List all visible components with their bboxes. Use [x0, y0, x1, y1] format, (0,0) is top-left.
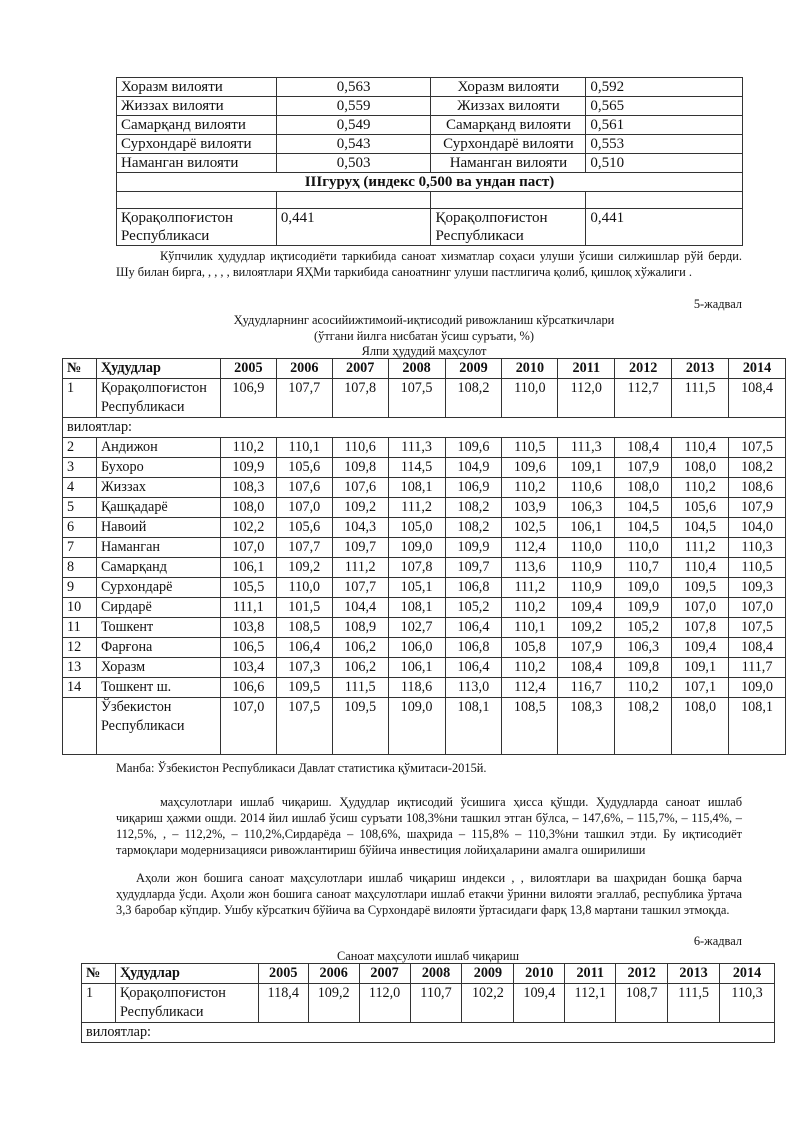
column-header: 2013 — [672, 359, 729, 379]
row-number: 12 — [63, 638, 97, 658]
value-cell: 107,3 — [276, 658, 332, 678]
value-cell: 107,8 — [332, 379, 388, 418]
value-cell: 110,3 — [720, 984, 775, 1023]
value-cell: 104,0 — [729, 518, 786, 538]
region-name: Ўзбекистон Республикаси — [96, 698, 220, 755]
subheader-label: вилоятлар: — [63, 418, 786, 438]
value-cell: 110,2 — [615, 678, 672, 698]
value-cell: 106,5 — [220, 638, 276, 658]
value-cell: 111,2 — [332, 558, 388, 578]
value-cell: 108,1 — [445, 698, 502, 755]
paragraph-3: Аҳоли жон бошига саноат маҳсулотлари ишлаб чиқариш индекси , , вилоятлари ва шаҳридан бошқа барча ҳудудларда ўсди. Аҳоли жон бошига саноат маҳсулотлари ишлаб етакчи ўринни вилояти эгаллаб, республика ўртача 3,3 баробар кўпдир. Ушбу кўрсаткич бўйича ва Сурхондарё вилояти ўртасидаги фарқ 13,8 мартани ташкил этмоқда. — [116, 871, 742, 917]
region-name: Наманган вилояти — [117, 154, 277, 173]
subheader-row — [63, 418, 786, 438]
region-name: Самарқанд вилояти — [431, 116, 586, 135]
value-cell: 107,1 — [672, 678, 729, 698]
industry-table-body — [82, 984, 775, 1043]
value-cell: 105,0 — [388, 518, 445, 538]
table-row — [63, 478, 786, 498]
value-cell: 101,5 — [276, 598, 332, 618]
value-cell: 107,9 — [729, 498, 786, 518]
table-row — [63, 658, 786, 678]
paragraph-1: Кўпчилик ҳудудлар иқтисодиёти таркибида саноат хизматлар соҳаси улуши ўсиши силжишлар рўй берди. Шу билан бирга, , , , , вилоятлари ЯҲМи таркибида саноатнинг улуши пастлигича қолиб, қишлоқ хўжалиги . — [116, 249, 742, 279]
value-cell: 111,1 — [220, 598, 276, 618]
row-number: 1 — [63, 379, 97, 418]
region-name: Сирдарё — [96, 598, 220, 618]
table-row — [63, 578, 786, 598]
value-cell: 110,6 — [332, 438, 388, 458]
value-cell: 111,3 — [388, 438, 445, 458]
column-header: 2007 — [359, 964, 410, 984]
value-cell: 108,1 — [388, 598, 445, 618]
value-cell: 110,2 — [672, 478, 729, 498]
value-cell: 108,4 — [615, 438, 672, 458]
value-cell: 106,3 — [615, 638, 672, 658]
index-table-body — [117, 78, 743, 246]
value-cell: 102,5 — [502, 518, 558, 538]
row-number: 1 — [82, 984, 116, 1023]
table-row — [117, 78, 743, 97]
table5-caption: 5-жадвал — [693, 297, 742, 311]
empty-row — [117, 192, 743, 209]
value-cell: 111,5 — [332, 678, 388, 698]
column-header: № — [63, 359, 97, 379]
column-header: 2014 — [729, 359, 786, 379]
value-cell: 104,3 — [332, 518, 388, 538]
table-row — [63, 618, 786, 638]
value-cell: 110,5 — [502, 438, 558, 458]
value-cell: 104,5 — [672, 518, 729, 538]
value-cell: 111,5 — [672, 379, 729, 418]
value-cell: 111,2 — [672, 538, 729, 558]
value-cell: 109,7 — [332, 538, 388, 558]
value-cell: 106,6 — [220, 678, 276, 698]
value-cell: 103,9 — [502, 498, 558, 518]
growth-table — [62, 358, 786, 755]
value-cell: 109,8 — [332, 458, 388, 478]
value-cell: 109,1 — [558, 458, 615, 478]
value-cell: 104,5 — [615, 498, 672, 518]
value-cell: 106,1 — [220, 558, 276, 578]
paragraph-2: маҳсулотлари ишлаб чиқариш. Ҳудудлар иқтисодий ўсишига ҳисса қўшди. Ҳудудларда саноат ишлаб чиқариш ҳажми ошди. 2014 йил ишлаб ўсиш суръати 108,3%ни ташкил этган бўлса, – 147,6%, – 115,7%, – 115,4%, – 112,5%, , – 112,2%, – 110,2%,Сирдарёда – 108,6%, шаҳрида – 115,8% – 110,3%ни ташкил этди. Бу иқтисодиёт тармоқлари модернизацияси ривожлантириш бўйича инвестиция лойиҳаларини амалга оширилиши — [116, 795, 742, 857]
value-cell: 110,2 — [502, 478, 558, 498]
value-cell: 107,6 — [332, 478, 388, 498]
table-row — [63, 638, 786, 658]
value-cell: 106,1 — [388, 658, 445, 678]
value-cell: 106,8 — [445, 638, 502, 658]
index-value: 0,549 — [276, 116, 431, 135]
value-cell: 109,9 — [445, 538, 502, 558]
region-name: Бухоро — [96, 458, 220, 478]
row-number: 5 — [63, 498, 97, 518]
value-cell: 106,8 — [445, 578, 502, 598]
value-cell: 109,3 — [729, 578, 786, 598]
value-cell: 109,1 — [672, 658, 729, 678]
column-header: № — [82, 964, 116, 984]
value-cell: 109,7 — [445, 558, 502, 578]
table-row — [63, 538, 786, 558]
value-cell: 108,6 — [729, 478, 786, 498]
value-cell: 107,8 — [388, 558, 445, 578]
region-name: Жиззах вилояти — [431, 97, 586, 116]
value-cell: 107,9 — [558, 638, 615, 658]
value-cell: 109,4 — [558, 598, 615, 618]
empty-cell — [586, 192, 743, 209]
column-header: 2006 — [308, 964, 359, 984]
row-number: 10 — [63, 598, 97, 618]
value-cell: 112,1 — [565, 984, 616, 1023]
column-header: 2009 — [462, 964, 514, 984]
value-cell: 114,5 — [388, 458, 445, 478]
value-cell: 113,6 — [502, 558, 558, 578]
value-cell: 106,4 — [276, 638, 332, 658]
table-row — [117, 209, 743, 246]
value-cell: 107,0 — [220, 698, 276, 755]
region-name: Самарқанд — [96, 558, 220, 578]
value-cell: 108,1 — [388, 478, 445, 498]
value-cell: 116,7 — [558, 678, 615, 698]
value-cell: 110,5 — [729, 558, 786, 578]
table-row — [117, 97, 743, 116]
value-cell: 108,3 — [220, 478, 276, 498]
region-name: Сурхондарё — [96, 578, 220, 598]
value-cell: 107,5 — [276, 698, 332, 755]
value-cell: 109,9 — [220, 458, 276, 478]
growth-table-header — [63, 359, 786, 379]
subheader-label: вилоятлар: — [82, 1023, 775, 1043]
table-row — [117, 135, 743, 154]
value-cell: 107,5 — [729, 438, 786, 458]
value-cell: 108,2 — [615, 698, 672, 755]
value-cell: 102,2 — [462, 984, 514, 1023]
region-name: Тошкент — [96, 618, 220, 638]
row-number: 14 — [63, 678, 97, 698]
total-row — [63, 698, 786, 755]
value-cell: 106,3 — [558, 498, 615, 518]
row-number: 3 — [63, 458, 97, 478]
row-number: 8 — [63, 558, 97, 578]
row-number: 2 — [63, 438, 97, 458]
table6-title: Саноат маҳсулоти ишлаб чиқариш — [336, 949, 520, 963]
value-cell: 108,7 — [616, 984, 668, 1023]
table-row — [63, 558, 786, 578]
value-cell: 105,2 — [445, 598, 502, 618]
growth-table-body — [63, 379, 786, 755]
table-row — [117, 116, 743, 135]
value-cell: 105,6 — [276, 518, 332, 538]
value-cell: 109,5 — [672, 578, 729, 598]
index-value: 0,563 — [276, 78, 431, 97]
value-cell: 109,2 — [276, 558, 332, 578]
index-value: 0,543 — [276, 135, 431, 154]
value-cell: 110,9 — [558, 578, 615, 598]
table-row — [82, 984, 775, 1023]
index-value: 0,553 — [586, 135, 743, 154]
value-cell: 104,4 — [332, 598, 388, 618]
region-name: Сурхондарё вилояти — [117, 135, 277, 154]
empty-cell — [431, 192, 586, 209]
value-cell: 108,2 — [445, 518, 502, 538]
value-cell: 106,2 — [332, 658, 388, 678]
region-name: Қорақолпоғистон Республикаси — [431, 209, 586, 246]
value-cell: 108,0 — [672, 698, 729, 755]
value-cell: 108,2 — [445, 498, 502, 518]
column-header: 2014 — [720, 964, 775, 984]
value-cell: 107,0 — [220, 538, 276, 558]
value-cell: 109,8 — [615, 658, 672, 678]
index-value: 0,441 — [276, 209, 431, 246]
column-header: 2011 — [558, 359, 615, 379]
value-cell: 109,2 — [332, 498, 388, 518]
value-cell: 107,0 — [672, 598, 729, 618]
region-name: Хоразм вилояти — [431, 78, 586, 97]
value-cell: 108,0 — [672, 458, 729, 478]
value-cell: 105,6 — [276, 458, 332, 478]
value-cell: 110,7 — [410, 984, 462, 1023]
region-name: Самарқанд вилояти — [117, 116, 277, 135]
value-cell: 112,4 — [502, 538, 558, 558]
value-cell: 107,8 — [672, 618, 729, 638]
value-cell: 109,4 — [514, 984, 565, 1023]
table5-title: Ҳудудларнинг асосийижтимоий-иқтисодий ривожланиш кўрсаткичлари — [233, 313, 615, 327]
value-cell: 111,2 — [502, 578, 558, 598]
column-header: Ҳудудлар — [115, 964, 258, 984]
value-cell: 106,4 — [445, 618, 502, 638]
value-cell: 112,4 — [502, 678, 558, 698]
value-cell: 104,5 — [615, 518, 672, 538]
value-cell: 112,0 — [558, 379, 615, 418]
row-number: 7 — [63, 538, 97, 558]
subheader-row — [82, 1023, 775, 1043]
value-cell: 106,4 — [445, 658, 502, 678]
source-note: Манба: Ўзбекистон Республикаси Давлат статистика қўмитаси-2015й. — [116, 761, 487, 775]
value-cell: 104,9 — [445, 458, 502, 478]
value-cell: 106,0 — [388, 638, 445, 658]
row-number: 6 — [63, 518, 97, 538]
table-row — [63, 498, 786, 518]
value-cell: 108,3 — [558, 698, 615, 755]
value-cell: 106,2 — [332, 638, 388, 658]
column-header: Ҳудудлар — [96, 359, 220, 379]
region-name: Хоразм вилояти — [117, 78, 277, 97]
value-cell: 107,7 — [276, 379, 332, 418]
value-cell: 107,0 — [729, 598, 786, 618]
value-cell: 111,5 — [668, 984, 720, 1023]
region-name: Наманган вилояти — [431, 154, 586, 173]
value-cell: 109,6 — [502, 458, 558, 478]
value-cell: 109,5 — [332, 698, 388, 755]
index-value: 0,561 — [586, 116, 743, 135]
column-header: 2010 — [514, 964, 565, 984]
index-value: 0,565 — [586, 97, 743, 116]
empty-cell — [276, 192, 431, 209]
value-cell: 110,1 — [502, 618, 558, 638]
value-cell: 108,5 — [502, 698, 558, 755]
value-cell: 109,9 — [615, 598, 672, 618]
index-value: 0,510 — [586, 154, 743, 173]
value-cell: 110,1 — [276, 438, 332, 458]
column-header: 2012 — [615, 359, 672, 379]
value-cell: 109,0 — [729, 678, 786, 698]
value-cell: 105,6 — [672, 498, 729, 518]
table-row — [63, 678, 786, 698]
table5-subtitle: (ўтгани йилга нисбатан ўсиш суръати, %) — [314, 329, 534, 343]
value-cell: 108,2 — [729, 458, 786, 478]
region-name: Жиззах — [96, 478, 220, 498]
row-number: 9 — [63, 578, 97, 598]
value-cell: 105,1 — [388, 578, 445, 598]
value-cell: 108,5 — [276, 618, 332, 638]
value-cell: 109,0 — [388, 698, 445, 755]
value-cell: 110,0 — [502, 379, 558, 418]
value-cell: 111,7 — [729, 658, 786, 678]
value-cell: 111,3 — [558, 438, 615, 458]
value-cell: 107,5 — [388, 379, 445, 418]
region-name: Наманган — [96, 538, 220, 558]
region-name: Қашқадарё — [96, 498, 220, 518]
index-value: 0,503 — [276, 154, 431, 173]
region-name: Сурхондарё вилояти — [431, 135, 586, 154]
region-name: Навоий — [96, 518, 220, 538]
column-header: 2011 — [565, 964, 616, 984]
value-cell: 110,6 — [558, 478, 615, 498]
value-cell: 107,5 — [729, 618, 786, 638]
value-cell: 106,1 — [558, 518, 615, 538]
value-cell: 109,0 — [615, 578, 672, 598]
industry-table-header — [82, 964, 775, 984]
column-header: 2007 — [332, 359, 388, 379]
value-cell: 110,2 — [220, 438, 276, 458]
value-cell: 110,2 — [502, 598, 558, 618]
region-name: Фарғона — [96, 638, 220, 658]
value-cell: 110,9 — [558, 558, 615, 578]
value-cell: 110,0 — [558, 538, 615, 558]
value-cell: 103,8 — [220, 618, 276, 638]
value-cell: 106,9 — [220, 379, 276, 418]
value-cell: 107,9 — [615, 458, 672, 478]
value-cell: 106,9 — [445, 478, 502, 498]
column-header: 2012 — [616, 964, 668, 984]
region-name: Андижон — [96, 438, 220, 458]
value-cell: 108,4 — [558, 658, 615, 678]
column-header: 2010 — [502, 359, 558, 379]
row-number: 11 — [63, 618, 97, 638]
value-cell: 110,3 — [729, 538, 786, 558]
industry-table — [81, 963, 775, 1043]
table-row — [63, 458, 786, 478]
value-cell: 103,4 — [220, 658, 276, 678]
table6-caption: 6-жадвал — [693, 934, 742, 948]
region-name: Жиззах вилояти — [117, 97, 277, 116]
value-cell: 112,7 — [615, 379, 672, 418]
value-cell: 107,7 — [332, 578, 388, 598]
value-cell: 110,7 — [615, 558, 672, 578]
group-label: IIIгуруҳ (индекс 0,500 ва ундан паст) — [117, 173, 743, 192]
value-cell: 105,8 — [502, 638, 558, 658]
value-cell: 108,9 — [332, 618, 388, 638]
table-row — [63, 518, 786, 538]
value-cell: 111,2 — [388, 498, 445, 518]
value-cell: 108,4 — [729, 379, 786, 418]
value-cell: 109,4 — [672, 638, 729, 658]
column-header: 2008 — [410, 964, 462, 984]
value-cell: 109,5 — [276, 678, 332, 698]
table-row — [63, 379, 786, 418]
group-row — [117, 173, 743, 192]
value-cell: 110,2 — [502, 658, 558, 678]
column-header: 2005 — [220, 359, 276, 379]
value-cell: 102,2 — [220, 518, 276, 538]
value-cell: 110,0 — [615, 538, 672, 558]
value-cell: 118,4 — [258, 984, 308, 1023]
value-cell: 109,6 — [445, 438, 502, 458]
region-name: Хоразм — [96, 658, 220, 678]
row-number: 13 — [63, 658, 97, 678]
value-cell: 108,0 — [220, 498, 276, 518]
value-cell: 109,2 — [308, 984, 359, 1023]
value-cell: 107,0 — [276, 498, 332, 518]
value-cell: 107,6 — [276, 478, 332, 498]
region-name: Қорақолпоғистон Республикаси — [115, 984, 258, 1023]
value-cell: 118,6 — [388, 678, 445, 698]
empty-cell — [117, 192, 277, 209]
region-name: Қорақолпоғистон Республикаси — [96, 379, 220, 418]
value-cell: 108,4 — [729, 638, 786, 658]
table-row — [63, 438, 786, 458]
column-header: 2005 — [258, 964, 308, 984]
index-value: 0,559 — [276, 97, 431, 116]
column-header: 2009 — [445, 359, 502, 379]
column-header: 2008 — [388, 359, 445, 379]
region-name: Тошкент ш. — [96, 678, 220, 698]
value-cell: 107,7 — [276, 538, 332, 558]
column-header: 2006 — [276, 359, 332, 379]
value-cell: 102,7 — [388, 618, 445, 638]
value-cell: 109,0 — [388, 538, 445, 558]
value-cell: 105,5 — [220, 578, 276, 598]
table-row — [63, 598, 786, 618]
index-value: 0,441 — [586, 209, 743, 246]
value-cell: 108,2 — [445, 379, 502, 418]
index-table — [116, 77, 743, 246]
value-cell: 110,0 — [276, 578, 332, 598]
row-number — [63, 698, 97, 755]
row-number: 4 — [63, 478, 97, 498]
value-cell: 110,4 — [672, 438, 729, 458]
value-cell: 112,0 — [359, 984, 410, 1023]
value-cell: 108,0 — [615, 478, 672, 498]
value-cell: 108,1 — [729, 698, 786, 755]
table5-indicator: Ялпи ҳудудий маҳсулот — [361, 344, 487, 358]
table-row — [117, 154, 743, 173]
value-cell: 113,0 — [445, 678, 502, 698]
index-value: 0,592 — [586, 78, 743, 97]
value-cell: 109,2 — [558, 618, 615, 638]
value-cell: 105,2 — [615, 618, 672, 638]
region-name: Қорақолпоғистон Республикаси — [117, 209, 277, 246]
column-header: 2013 — [668, 964, 720, 984]
value-cell: 110,4 — [672, 558, 729, 578]
